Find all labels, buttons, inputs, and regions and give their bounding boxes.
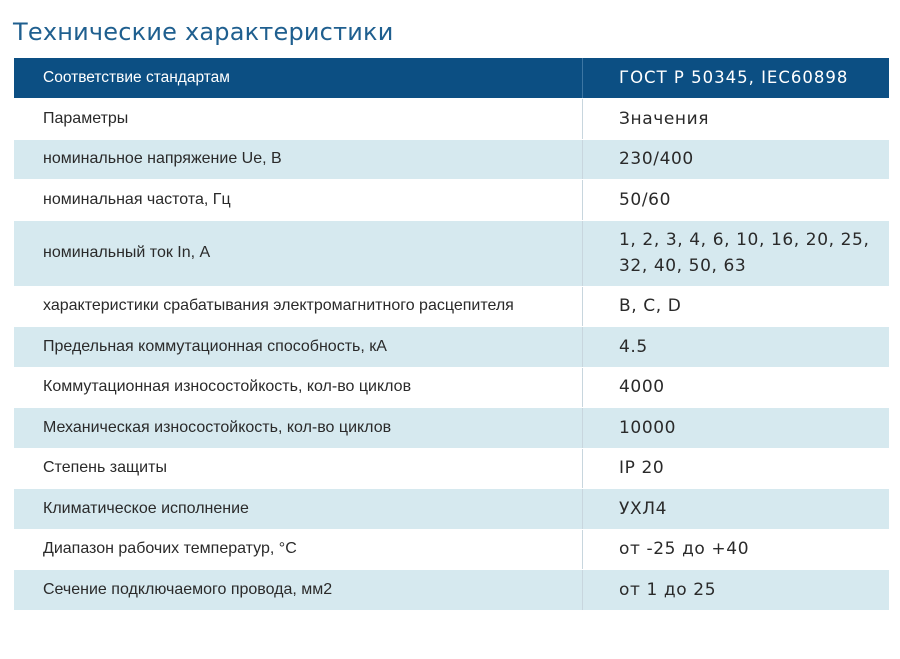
header-param-cell: Соответствие стандартам — [14, 58, 583, 98]
value-cell: от -25 до +40 — [619, 539, 750, 560]
value-cell: от 1 до 25 — [619, 579, 717, 600]
table-header-row — [14, 58, 889, 99]
param-cell: Диапазон рабочих температур, °С — [14, 530, 583, 570]
page-title: Технические характеристики — [13, 18, 394, 46]
param-cell: Коммутационная износостойкость, кол-во циклов — [14, 368, 583, 408]
header-value-cell: ГОСТ Р 50345, IEC60898 — [619, 68, 849, 87]
table-row — [14, 489, 889, 530]
param-cell: Сечение подключаемого провода, мм2 — [14, 570, 583, 610]
param-cell: Степень защиты — [14, 449, 583, 489]
param-cell: номинальное напряжение Ue, В — [14, 140, 583, 180]
value-cell: 230/400 — [619, 149, 694, 170]
param-cell: Параметры — [14, 99, 583, 139]
table-row — [14, 140, 889, 181]
table-row — [14, 368, 889, 409]
value-cell: B, C, D — [619, 296, 682, 317]
value-cell: IP 20 — [619, 458, 665, 479]
table-row — [14, 287, 889, 328]
value-cell: 4000 — [619, 377, 665, 398]
table-row — [14, 570, 889, 611]
value-text: 1, 2, 3, 4, 6, 10, 16, 20, 25, 32, 40, 50, 63 — [619, 230, 870, 276]
param-cell: номинальная частота, Гц — [14, 180, 583, 220]
table-row — [14, 530, 889, 571]
param-cell: Механическая износостойкость, кол-во циклов — [14, 408, 583, 448]
param-cell: Предельная коммутационная способность, кА — [14, 327, 583, 367]
value-cell — [583, 221, 889, 286]
param-cell: характеристики срабатывания электромагнитного расцепителя — [14, 287, 583, 327]
param-cell: номинальный ток In, А — [14, 221, 583, 286]
table-row — [14, 449, 889, 490]
table-row — [14, 221, 889, 287]
table-row — [14, 99, 889, 140]
value-cell: УХЛ4 — [619, 498, 668, 519]
table-row — [14, 408, 889, 449]
param-cell: Климатическое исполнение — [14, 489, 583, 529]
table-row — [14, 327, 889, 368]
spec-table — [14, 58, 889, 611]
value-cell: 50/60 — [619, 189, 671, 210]
value-cell: 10000 — [619, 417, 677, 438]
table-row — [14, 180, 889, 221]
value-cell: Значения — [619, 108, 710, 129]
value-cell: 4.5 — [619, 336, 648, 357]
